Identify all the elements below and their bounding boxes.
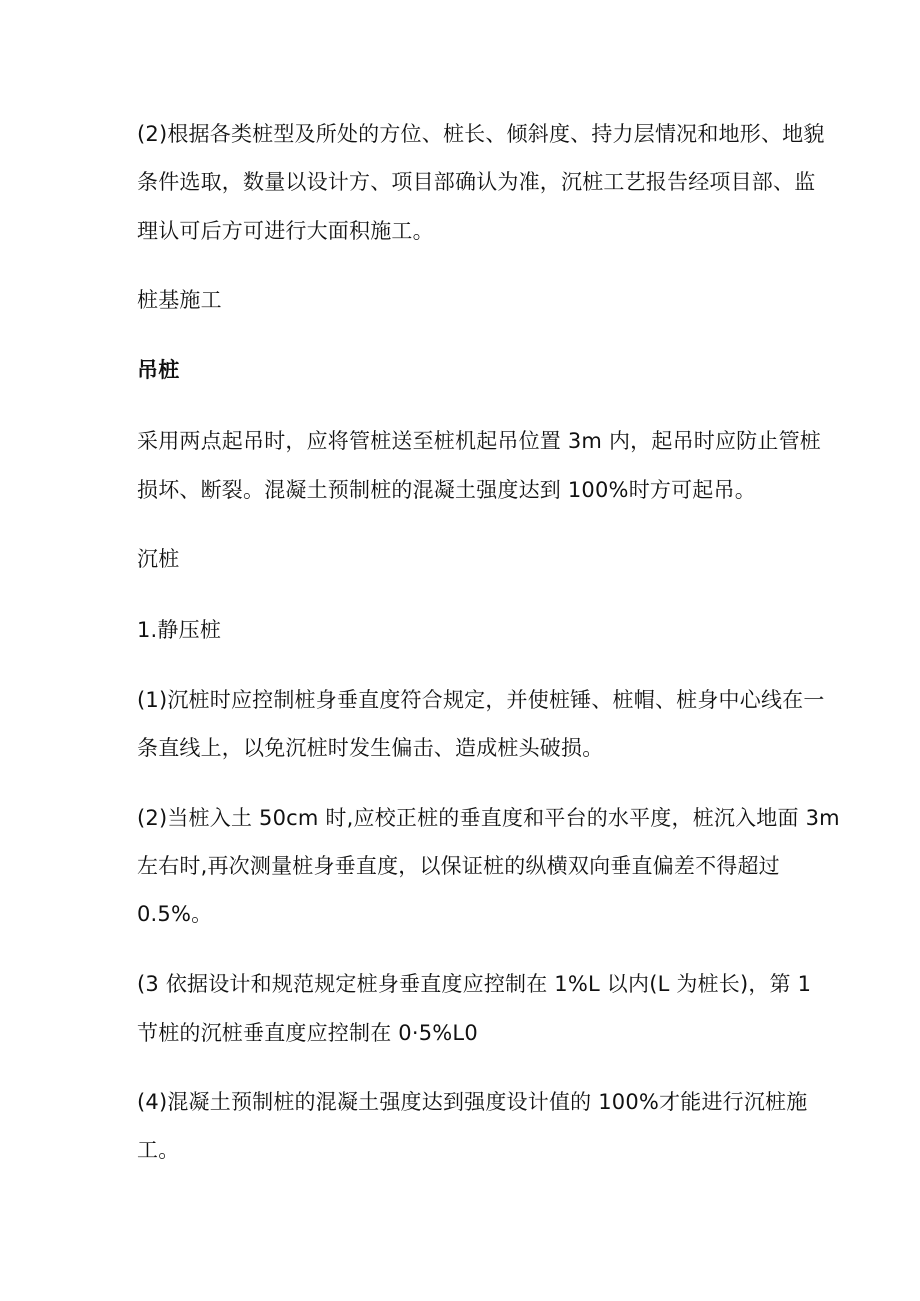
paragraph-2-line-2: 损坏、断裂。混凝土预制桩的混凝土强度达到 100%时方可起吊。 — [137, 478, 756, 502]
heading-lifting: 吊桩 — [137, 358, 180, 382]
heading-sinking: 沉桩 — [137, 547, 180, 571]
paragraph-2-line-1: 采用两点起吊时，应将管桩送至桩机起吊位置 3m 内，起吊时应防止管桩 — [137, 429, 821, 453]
paragraph-1-line-1: (2)根据各类桩型及所处的方位、桩长、倾斜度、持力层情况和地形、地貌 — [137, 122, 825, 146]
paragraph-4-line-1: (2)当桩入土 50cm 时,应校正桩的垂直度和平台的水平度，桩沉入地面 3m — [137, 806, 840, 830]
paragraph-6-line-2: 工。 — [137, 1138, 180, 1162]
paragraph-3-line-2: 条直线上，以免沉桩时发生偏击、造成桩头破损。 — [137, 736, 604, 760]
heading-static-pressure-pile: 1.静压桩 — [137, 618, 222, 642]
paragraph-3-line-1: (1)沉桩时应控制桩身垂直度符合规定，并使桩锤、桩帽、桩身中心线在一 — [137, 688, 825, 712]
paragraph-5-line-1: (3 依据设计和规范规定桩身垂直度应控制在 1%L 以内(L 为桩长)，第 1 — [137, 972, 812, 996]
paragraph-6-line-1: (4)混凝土预制桩的混凝土强度达到强度设计值的 100%才能进行沉桩施 — [137, 1090, 808, 1114]
paragraph-1-line-2: 条件选取，数量以设计方、项目部确认为准，沉桩工艺报告经项目部、监 — [137, 170, 816, 194]
paragraph-1-line-3: 理认可后方可进行大面积施工。 — [137, 219, 434, 243]
paragraph-4-line-3: 0.5%。 — [137, 902, 213, 926]
heading-pile-foundation: 桩基施工 — [137, 288, 222, 312]
paragraph-5-line-2: 节桩的沉桩垂直度应控制在 0·5%L0 — [137, 1021, 478, 1045]
paragraph-4-line-2: 左右时,再次测量桩身垂直度，以保证桩的纵横双向垂直偏差不得超过 — [137, 854, 780, 878]
